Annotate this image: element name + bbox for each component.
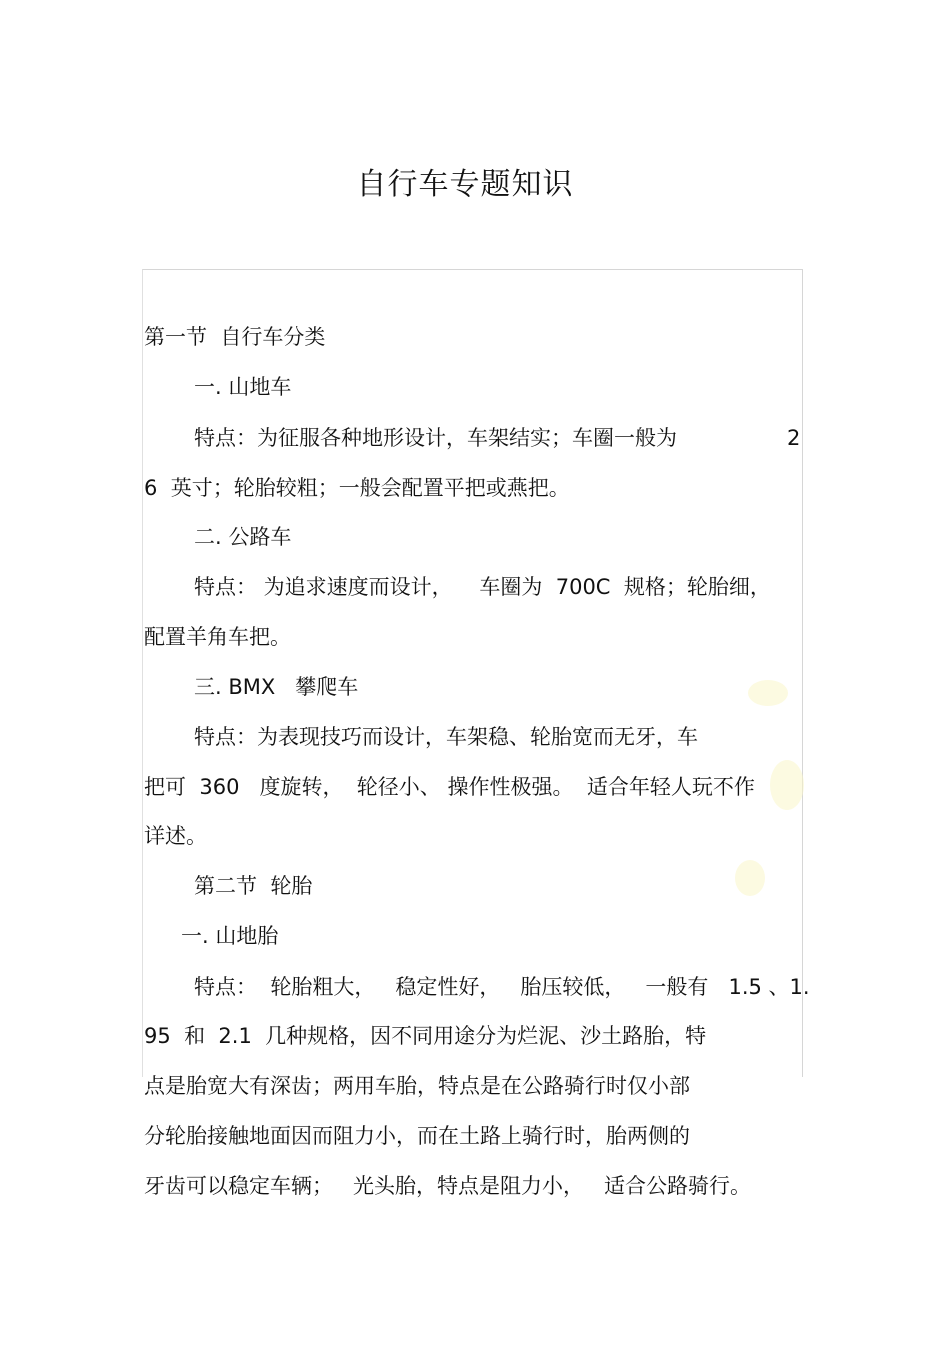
page-title: 自行车专题知识	[356, 167, 574, 202]
paragraph-line: 6 英寸；轮胎较粗；一般会配置平把或燕把。	[144, 476, 570, 500]
paragraph-line: 把可 360 度旋转， 轮径小、 操作性极强。 适合年轻人玩不作	[144, 775, 755, 799]
paragraph-line: 点是胎宽大有深齿；两用车胎，特点是在公路骑行时仅小部	[144, 1074, 690, 1098]
paragraph-line: 牙齿可以稳定车辆； 光头胎，特点是阻力小， 适合公路骑行。	[144, 1174, 752, 1198]
paragraph-line: 特点： 为追求速度而设计， 车圈为 700C 规格；轮胎细，	[194, 575, 771, 599]
paper-stain	[735, 860, 765, 896]
section-heading: 第二节 轮胎	[194, 874, 313, 898]
subsection-heading: 一. 山地胎	[181, 924, 279, 948]
subsection-heading: 一. 山地车	[194, 375, 292, 399]
paragraph-line: 2	[787, 426, 801, 450]
paragraph-line: 特点： 轮胎粗大， 稳定性好， 胎压较低， 一般有 1.5 、1.	[194, 975, 810, 999]
paragraph-line: 配置羊角车把。	[144, 625, 291, 649]
paper-stain	[770, 760, 804, 810]
paragraph-line: 95 和 2.1 几种规格，因不同用途分为烂泥、沙土路胎，特	[144, 1024, 707, 1048]
subsection-heading: 三. BMX 攀爬车	[194, 675, 359, 699]
section-heading: 第一节 自行车分类	[144, 325, 326, 349]
subsection-heading: 二. 公路车	[194, 525, 292, 549]
paragraph-line: 分轮胎接触地面因而阻力小，而在土路上骑行时，胎两侧的	[144, 1124, 690, 1148]
paragraph-line: 详述。	[144, 824, 207, 848]
paragraph-line: 特点：为表现技巧而设计，车架稳、轮胎宽而无牙，车	[194, 725, 698, 749]
paragraph-line: 特点：为征服各种地形设计，车架结实；车圈一般为	[194, 426, 677, 450]
paper-stain	[748, 680, 788, 706]
